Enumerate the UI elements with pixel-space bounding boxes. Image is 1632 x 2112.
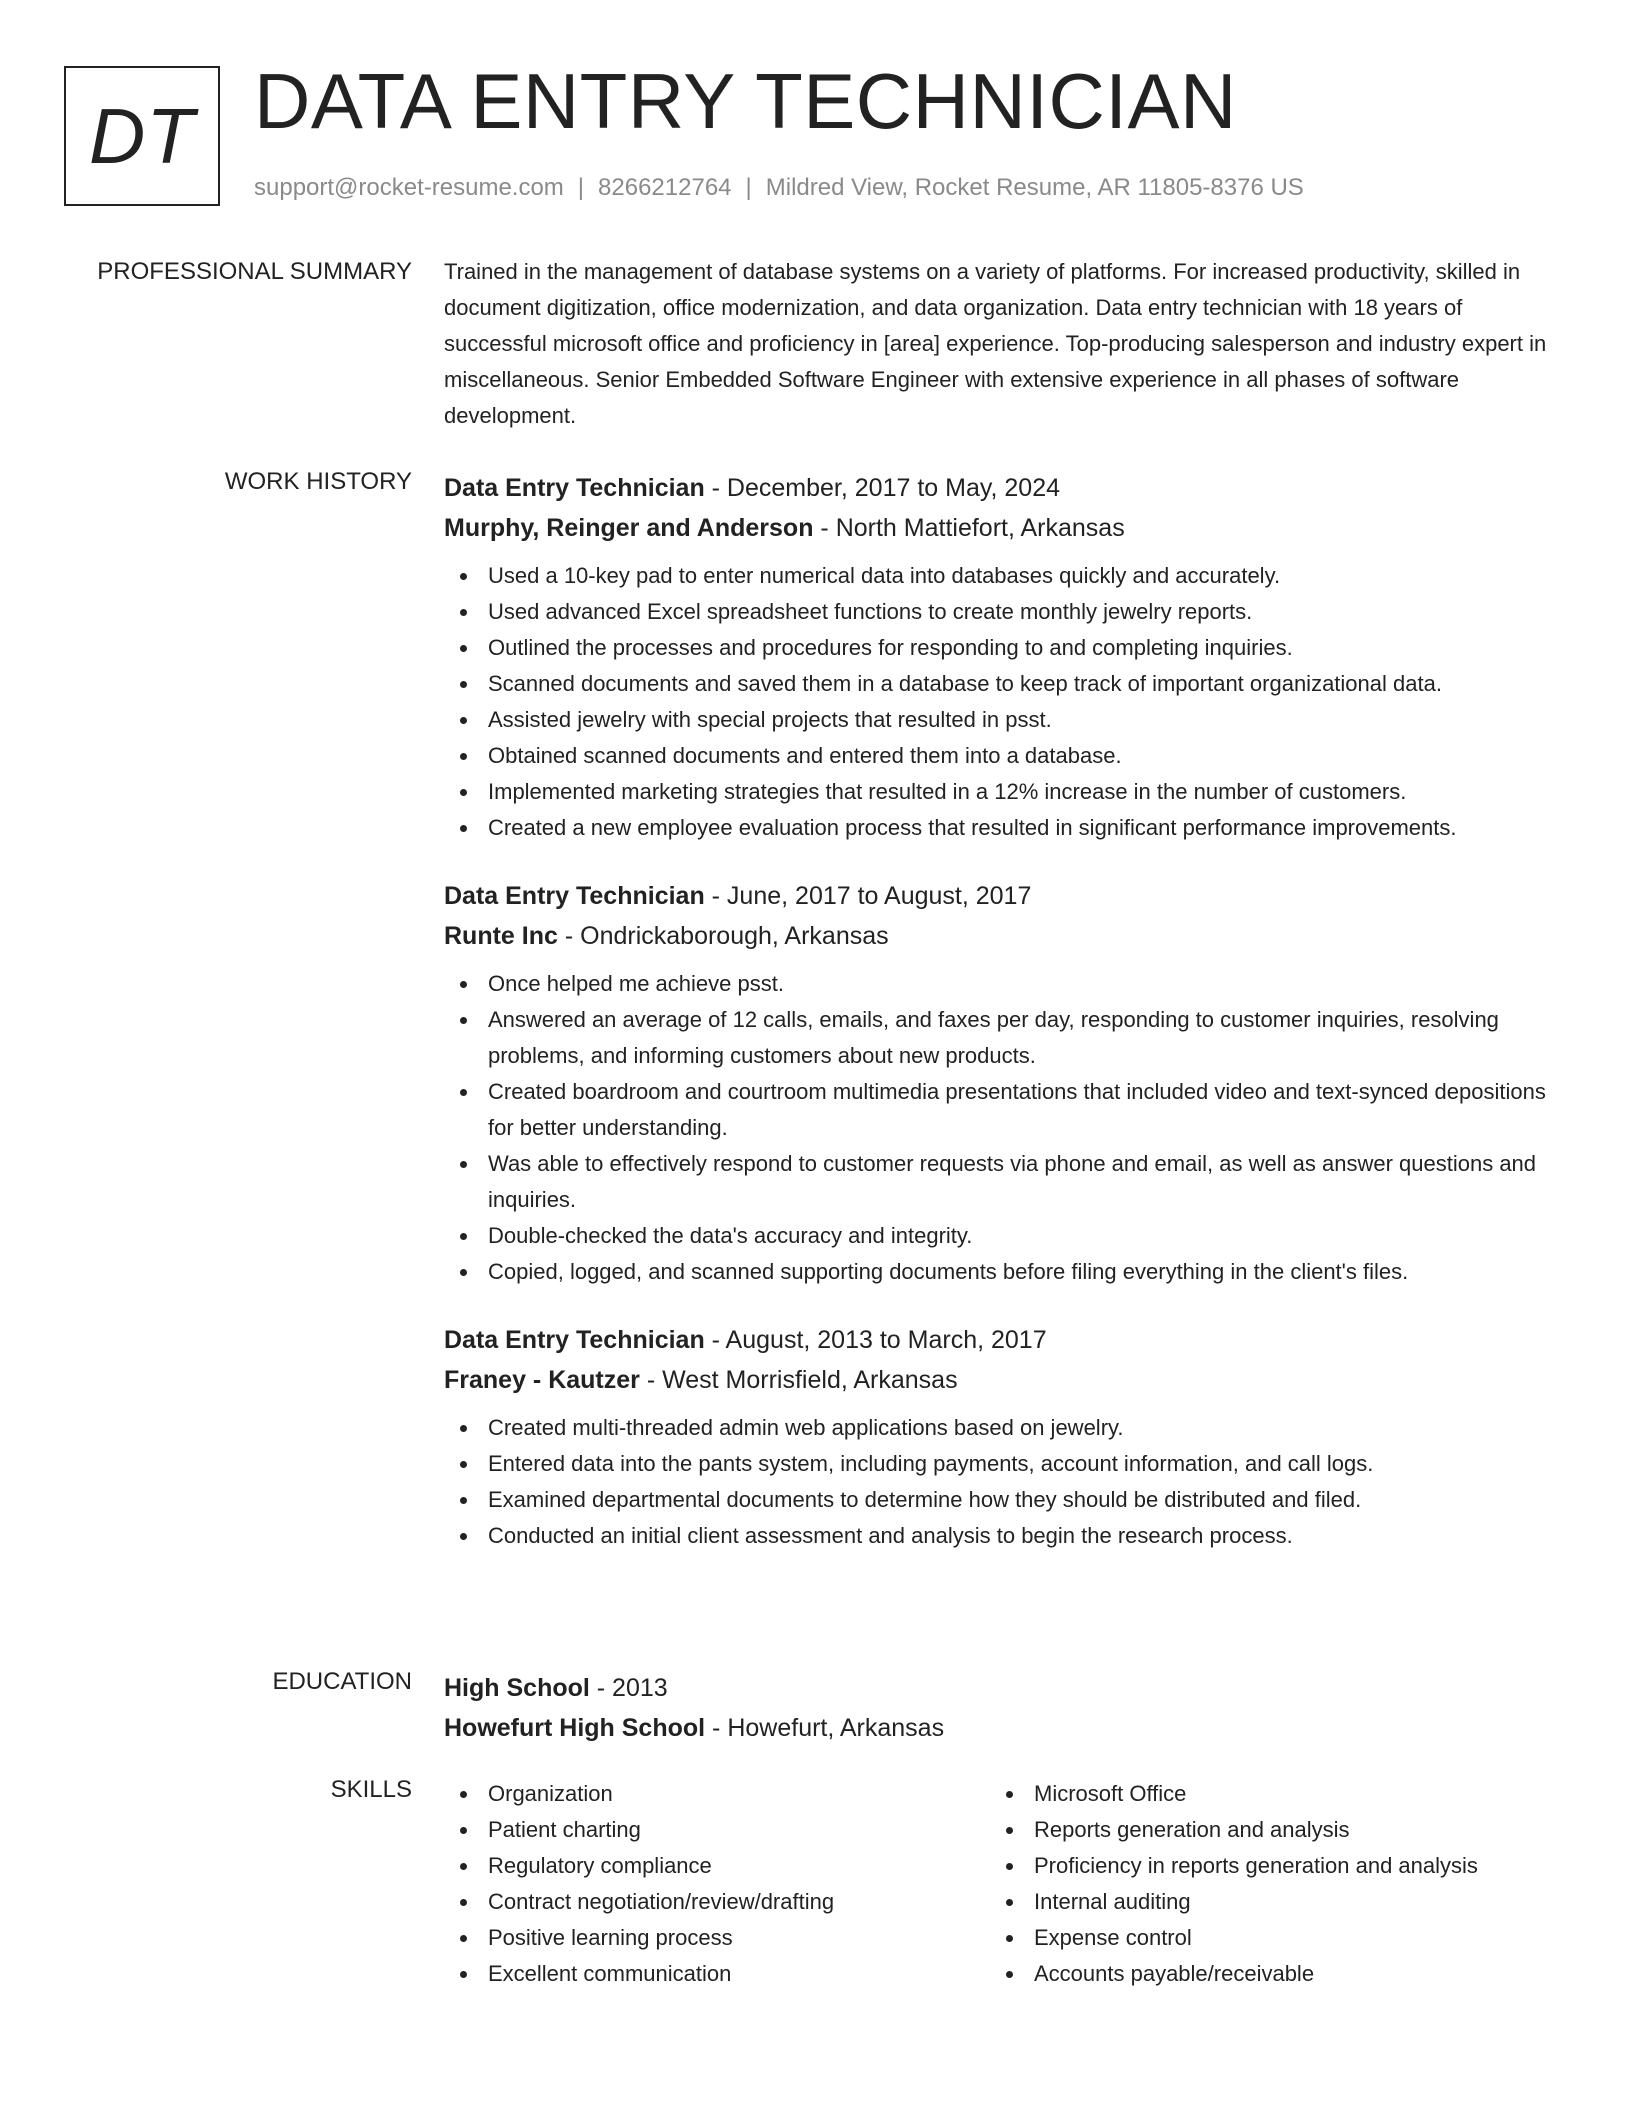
education-degree-line: [444, 1668, 1564, 1708]
skills-list-right: [990, 1776, 1536, 1992]
skills-column-right: [990, 1776, 1536, 1992]
list-item: Accounts payable/receivable: [990, 1956, 1536, 1992]
section-label-summary: PROFESSIONAL SUMMARY: [97, 258, 412, 285]
list-item: Regulatory compliance: [444, 1848, 990, 1884]
monogram-box: [64, 66, 220, 206]
job-company: Murphy, Reinger and Anderson: [444, 514, 814, 542]
job-dates: - December, 2017 to May, 2024: [704, 474, 1061, 502]
list-item: Proficiency in reports generation and analysis: [990, 1848, 1536, 1884]
summary-body: [444, 258, 1564, 434]
list-item: Was able to effectively respond to customer requests via phone and email, as well as answer questions and inquiries.: [444, 1146, 1564, 1218]
list-item: Obtained scanned documents and entered them into a database.: [444, 738, 1564, 774]
contact-separator: |: [577, 174, 585, 201]
job-company: Runte Inc: [444, 922, 558, 950]
job-location: - North Mattiefort, Arkansas: [813, 514, 1125, 542]
resume-title: DATA ENTRY TECHNICIAN: [254, 57, 1237, 145]
list-item: Microsoft Office: [990, 1776, 1536, 1812]
list-item: Copied, logged, and scanned supporting documents before filing everything in the client's files.: [444, 1254, 1564, 1290]
list-item: Created boardroom and courtroom multimedia presentations that included video and text-synced depositions for better understanding.: [444, 1074, 1564, 1146]
list-item: Internal auditing: [990, 1884, 1536, 1920]
list-item: Excellent communication: [444, 1956, 990, 1992]
education-school-line: [444, 1708, 1564, 1748]
job-entry: [444, 1320, 1564, 1554]
section-label-skills: SKILLS: [330, 1776, 412, 1803]
skills-column-left: [444, 1776, 990, 1992]
job-dates: - June, 2017 to August, 2017: [704, 882, 1032, 910]
list-item: Positive learning process: [444, 1920, 990, 1956]
education-location: - Howefurt, Arkansas: [705, 1714, 945, 1742]
job-entry: [444, 876, 1564, 1290]
job-title: Data Entry Technician: [444, 882, 705, 910]
list-item: Implemented marketing strategies that resulted in a 12% increase in the number of customers.: [444, 774, 1564, 810]
job-title-line: [444, 876, 1564, 916]
monogram-initials: DT: [89, 91, 195, 180]
list-item: Assisted jewelry with special projects that resulted in psst.: [444, 702, 1564, 738]
job-location: - West Morrisfield, Arkansas: [639, 1366, 958, 1394]
list-item: Double-checked the data's accuracy and integrity.: [444, 1218, 1564, 1254]
education-year: - 2013: [589, 1674, 668, 1702]
list-item: Contract negotiation/review/drafting: [444, 1884, 990, 1920]
skills-list-left: [444, 1776, 990, 1992]
job-bullets: [444, 966, 1564, 1290]
list-item: Patient charting: [444, 1812, 990, 1848]
list-item: Entered data into the pants system, including payments, account information, and call logs.: [444, 1446, 1564, 1482]
list-item: Scanned documents and saved them in a database to keep track of important organizational data.: [444, 666, 1564, 702]
job-company: Franey - Kautzer: [444, 1366, 640, 1394]
contact-line: [254, 174, 1304, 202]
list-item: Created multi-threaded admin web applications based on jewelry.: [444, 1410, 1564, 1446]
list-item: Created a new employee evaluation process that resulted in significant performance improvements.: [444, 810, 1564, 846]
job-company-line: [444, 916, 1564, 956]
section-label-work-history: WORK HISTORY: [224, 468, 412, 495]
job-title-line: [444, 1320, 1564, 1360]
list-item: Used a 10-key pad to enter numerical data into databases quickly and accurately.: [444, 558, 1564, 594]
job-dates: - August, 2013 to March, 2017: [704, 1326, 1047, 1354]
contact-email: support@rocket-resume.com: [254, 174, 564, 201]
job-company-line: [444, 508, 1564, 548]
list-item: Outlined the processes and procedures for responding to and completing inquiries.: [444, 630, 1564, 666]
list-item: Reports generation and analysis: [990, 1812, 1536, 1848]
contact-address: Mildred View, Rocket Resume, AR 11805-8376 US: [765, 174, 1304, 201]
skills-columns: [444, 1776, 1564, 1992]
job-bullets: [444, 558, 1564, 846]
education-school: Howefurt High School: [444, 1714, 706, 1742]
list-item: Expense control: [990, 1920, 1536, 1956]
job-bullets: [444, 1410, 1564, 1554]
list-item: Once helped me achieve psst.: [444, 966, 1564, 1002]
contact-separator: |: [745, 174, 752, 201]
work-history-body: [444, 468, 1564, 1584]
education-degree: High School: [444, 1674, 590, 1702]
skills-body: [444, 1776, 1564, 1992]
contact-phone: 8266212764: [598, 174, 732, 201]
job-entry: [444, 468, 1564, 846]
section-label-education: EDUCATION: [272, 1668, 412, 1695]
job-location: - Ondrickaborough, Arkansas: [557, 922, 889, 950]
list-item: Conducted an initial client assessment and analysis to begin the research process.: [444, 1518, 1564, 1554]
job-company-line: [444, 1360, 1564, 1400]
job-title: Data Entry Technician: [444, 1326, 705, 1354]
list-item: Examined departmental documents to determine how they should be distributed and filed.: [444, 1482, 1564, 1518]
education-body: [444, 1668, 1564, 1748]
job-title: Data Entry Technician: [444, 474, 705, 502]
summary-text: Trained in the management of database systems on a variety of platforms. For increased productivity, skilled in document digitization, office modernization, and data organization. Data entry technician with 18 years of successful microsoft office and proficiency in [area] experience. Top-producing salesperson and industry expert in miscellaneous. Senior Embedded Software Engineer with extensive experience in all phases of software development.: [444, 259, 1547, 428]
job-title-line: [444, 468, 1564, 508]
list-item: Answered an average of 12 calls, emails, and faxes per day, responding to customer inquiries, resolving problems, and informing customers about new products.: [444, 1002, 1564, 1074]
list-item: Organization: [444, 1776, 990, 1812]
list-item: Used advanced Excel spreadsheet functions to create monthly jewelry reports.: [444, 594, 1564, 630]
